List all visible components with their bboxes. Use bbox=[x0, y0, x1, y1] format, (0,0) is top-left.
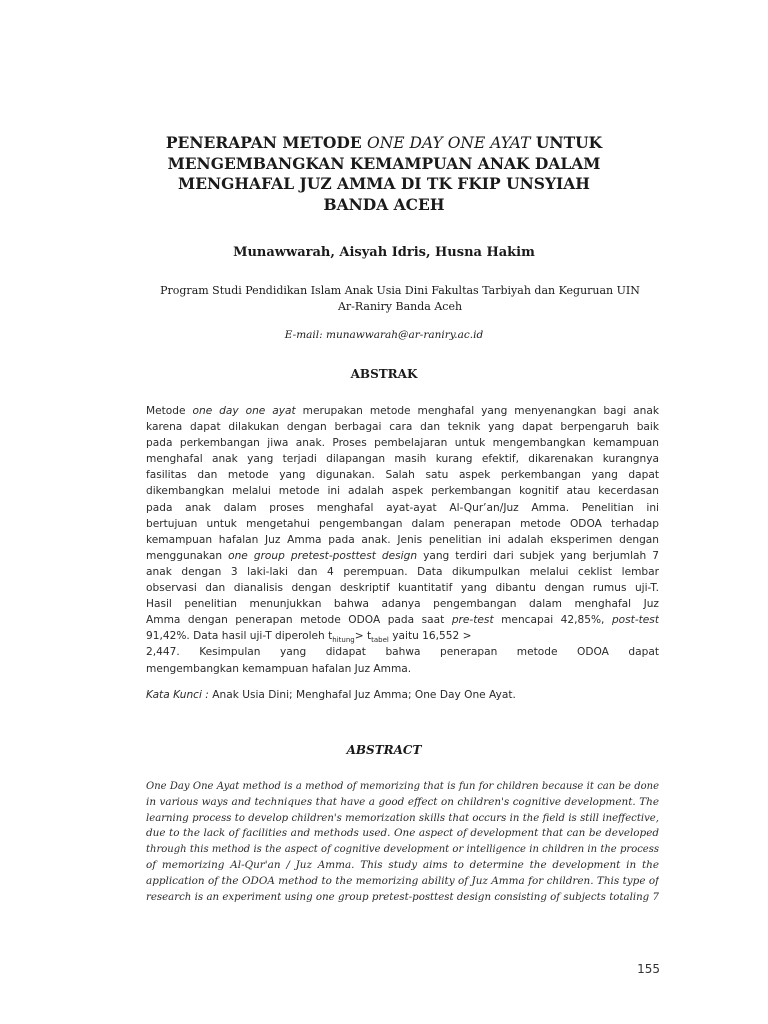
abstrak-line: pada anak dalam proses menghafal ayat-ayat Al-Qur’an/Juz Amma. Penelitian ini bbox=[146, 501, 659, 514]
abstrak-line: menggunakan one group pretest-posttest design yang terdiri dari subjek yang berjumlah 7 bbox=[146, 549, 659, 562]
abstract-line: due to the lack of facilities and methods used. One aspect of development that can be developed bbox=[146, 827, 659, 840]
abstrak-line: Metode one day one ayat merupakan metode menghafal yang menyenangkan bagi anak bbox=[146, 405, 659, 417]
keywords bbox=[146, 689, 659, 701]
abstract-heading: ABSTRACT bbox=[346, 743, 422, 757]
affiliation: Program Studi Pendidikan Islam Anak Usia Dini Fakultas Tarbiyah dan Keguruan UIN Ar-Raniry Banda Aceh bbox=[160, 284, 640, 313]
abstrak-line: 2,447. Kesimpulan yang didapat bahwa penerapan metode ODOA dapat bbox=[146, 646, 659, 659]
abstrak-line: karena dapat dilakukan dengan berbagai cara dan teknik yang dapat berpengaruh baik bbox=[146, 421, 659, 434]
abstract-line: One Day One Ayat method is a method of memorizing that is fun for children because it can be done bbox=[146, 781, 659, 792]
abstract-paragraph bbox=[146, 779, 659, 905]
abstract-line: of memorizing Al-Qur'an / Juz Amma. This study aims to determine the development in the bbox=[146, 858, 659, 871]
title-line-4: BANDA ACEH bbox=[323, 194, 445, 214]
abstrak-line: Amma dengan penerapan metode ODOA pada saat pre-test mencapai 42,85%, post-test bbox=[146, 614, 659, 627]
author-email: E-mail: munawwarah@ar-raniry.ac.id bbox=[284, 329, 484, 341]
abstrak-line: kemampuan hafalan Juz Amma pada anak. Jenis penelitian ini adalah eksperimen dengan bbox=[146, 533, 659, 546]
abstract-line: in various ways and techniques that have a good effect on children's cognitive development. The bbox=[146, 795, 659, 808]
abstrak-line: anak dengan 3 laki-laki dan 4 perempuan. Data dikumpulkan melalui ceklist lembar bbox=[146, 565, 659, 578]
abstrak-line: menghafal anak yang terjadi dilapangan masih kurang efektif, dikarenakan kurangnya bbox=[146, 453, 659, 466]
keywords-text: Anak Usia Dini; Menghafal Juz Amma; One Day One Ayat. bbox=[208, 689, 516, 701]
keywords-label: Kata Kunci : bbox=[146, 689, 209, 701]
abstract-line: application of the ODOA method to the memorizing ability of Juz Amma for children. This type of bbox=[146, 874, 659, 887]
page-number: 155 bbox=[637, 962, 660, 976]
abstract-line: research is an experiment using one group pretest-posttest design consisting of subjects totaling 7 bbox=[146, 891, 659, 903]
abstrak-line: fasilitas dan metode yang digunakan. Salah satu aspek perkembangan yang dapat bbox=[146, 469, 659, 482]
abstrak-heading: ABSTRAK bbox=[350, 367, 418, 381]
article-title: PENERAPAN METODE ONE DAY ONE AYAT UNTUK MENGEMBANGKAN KEMAMPUAN ANAK DALAM MENGHAFAL JUZ AMMA DI TK FKIP UNSYIAH BANDA ACEH bbox=[165, 133, 603, 214]
abstrak-line: Hasil penelitian menunjukkan bahwa adanya pengembangan dalam menghafal Juz bbox=[146, 598, 659, 611]
abstract-line: learning process to develop children's memorization skills that occurs in the field is still ineffective, bbox=[146, 812, 659, 824]
title-line-2: MENGEMBANGKAN KEMAMPUAN ANAK DALAM bbox=[167, 153, 601, 173]
abstrak-line: observasi dan dianalisis dengan deskriptif kuantitatif yang dibantu dengan rumus uji-T. bbox=[146, 582, 659, 595]
abstrak-paragraph bbox=[146, 403, 659, 677]
abstrak-line: 91,42%. Data hasil uji-T diperoleh $t_{hitung}> t_{tabel}$ yaitu 16,552 > bbox=[146, 630, 472, 645]
title-line-3: MENGHAFAL JUZ AMMA DI TK FKIP UNSYIAH bbox=[178, 174, 590, 193]
title-italic-phrase: ONE DAY ONE AYAT bbox=[367, 134, 531, 152]
abstrak-line: bertujuan untuk mengetahui pengembangan dalam penerapan metode ODOA terhadap bbox=[146, 517, 659, 530]
abstrak-line: pada perkembangan jiwa anak. Proses pembelajaran untuk mengembangkan kemampuan bbox=[146, 437, 659, 450]
abstract-line: through this method is the aspect of cognitive development or intelligence in children in the process bbox=[146, 844, 659, 856]
abstrak-line: mengembangkan kemampuan hafalan Juz Amma. bbox=[146, 662, 412, 675]
author-list: Munawwarah, Aisyah Idris, Husna Hakim bbox=[233, 245, 535, 260]
abstrak-line: dikembangkan melalui metode ini adalah aspek perkembangan kognitif atau kecerdasan bbox=[146, 485, 659, 498]
